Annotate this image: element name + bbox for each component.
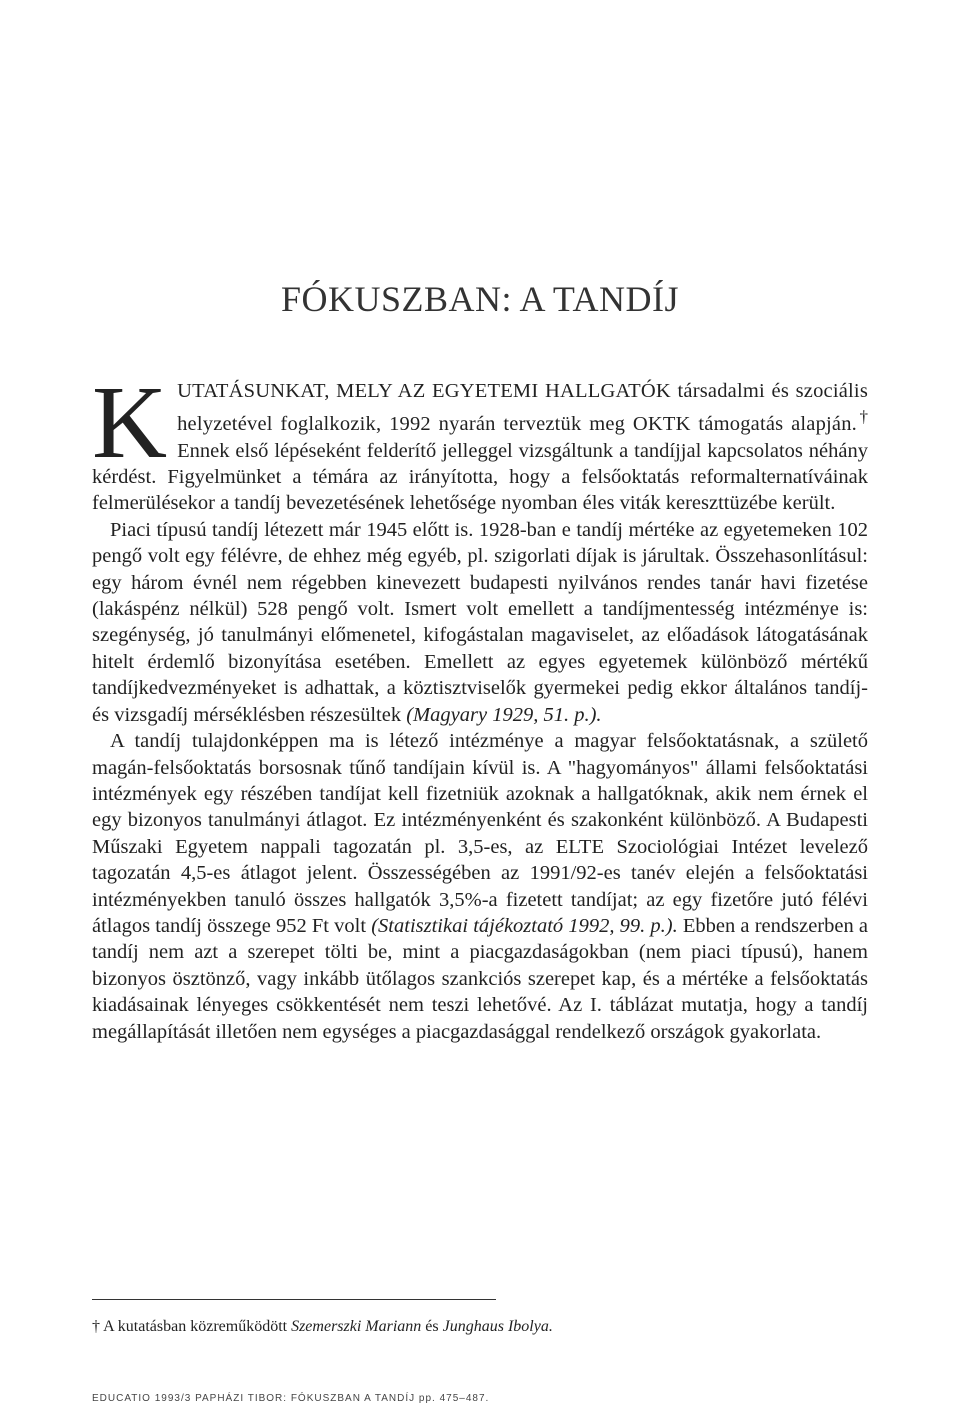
paragraph-2 bbox=[92, 517, 868, 728]
drop-cap: K bbox=[92, 365, 168, 480]
citation-magyary: (Magyary 1929, 51. p.). bbox=[406, 703, 602, 726]
footnote-name-2: Junghaus Ibolya. bbox=[442, 1318, 553, 1335]
article-body bbox=[92, 365, 869, 1045]
paragraph-1-opening: UTATÁSUNKAT, MELY AZ EGYETEMI HALLGATÓK társadalmi és szociális helyzetével foglalkozik, 1992 nyarán terveztük meg OKTK támogatás alapján. bbox=[177, 380, 868, 436]
citation-statisztikai: (Statisztikai tájékoztató 1992, 99. p.). bbox=[371, 914, 678, 937]
running-footer: EDUCATIO 1993/3 PAPHÁZI TIBOR: FÓKUSZBAN A TANDÍJ pp. 475–487. bbox=[92, 1393, 490, 1404]
footnote-divider bbox=[92, 1299, 496, 1300]
footnote bbox=[92, 1318, 868, 1336]
paragraph-2-text: Piaci típusú tandíj létezett már 1945 előtt is. 1928-ban e tandíj mértéke az egyetemeken 102 pengő volt egy félévre, de ehhez még egyéb, pl. szigorlati díjak is járultak. Összehasonlításul: egy három évnél nem régebben kinevezett budapesti nyilvános rendes tanár havi fizetése (lakáspénz nélkül) 528 pengő volt. Ismert volt emellett a tandíjmentesség intézménye is: szegénység, jó tanulmányi előmenetel, kifogástalan magaviselet, az előadások látogatásának hitelt érdemlő bizonyítása esetében. Emellett az egyes egyetemek különböző mértékű tandíjkedvezményeket is adhattak, a köztisztviselők gyermekei pedig ekkor általános tandíj- és vizsgadíj mérséklésben részesültek bbox=[92, 518, 868, 726]
footnote-mark: † bbox=[92, 1318, 100, 1335]
footnote-text: A kutatásban közreműködött bbox=[100, 1318, 292, 1335]
footnote-name-1: Szemerszki Mariann bbox=[291, 1318, 422, 1335]
article-title: FÓKUSZBAN: A TANDÍJ bbox=[280, 279, 679, 319]
footnote-and: és bbox=[421, 1318, 443, 1335]
paragraph-3-text-a: A tandíj tulajdonképpen ma is létező intézménye a magyar felsőoktatásnak, a születő magán-felsőoktatás borsosnak tűnő tandíjain kívül is. A "hagyományos" állami felsőoktatási intézmények egy részében tandíjat kell fizetniük azoknak a hallgatóknak, akik nem érnek el egy bizonyos tanulmányi átlagot. Ez intézményenként és szakonként különböző. A Budapesti Műszaki Egyetem nappali tagozatán pl. 3,5-es, az ELTE Szociológiai Intézet levelező tagozatán 4,5-es átlagot jelent. Összességében az 1991/92-es tanév elején a felsőoktatási intézményekben tanuló összes hallgatók 3,5%-a fizetett tandíjat; az egy fizetőre jutó félévi átlagos tandíj összege 952 Ft volt bbox=[92, 730, 868, 937]
paragraph-1-rest: Ennek első lépéseként felderítő jelleggel vizsgáltunk a tandíjjal kapcsolatos néhány kérdést. Figyelmünket a témára az irányította, hogy a felsőoktatás reformalternatíváinak felmerülésekor a tandíj bevezetésének lehetősége nyomban éles viták kereszttüzébe került. bbox=[92, 439, 868, 515]
footnote-marker[interactable]: † bbox=[857, 407, 869, 427]
paragraph-1 bbox=[92, 365, 869, 517]
paragraph-3 bbox=[92, 728, 868, 1045]
paragraph-3-text-b: Ebben a rendszerben a tandíj nem azt a szerepet tölti be, mint a piacgazdaságokban (nem piaci típusú), hanem bizonyos ösztönző, vagy inkább ütőlagos szankciós szerepet kap, és a mértéke a felsőoktatás kiadásainak lényeges csökkentését nem teszi lehetővé. Az I. táblázat mutatja, hogy a tandíj megállapítását illetően nem egységes a piacgazdasággal rendelkező országok gyakorlata. bbox=[92, 914, 868, 1043]
